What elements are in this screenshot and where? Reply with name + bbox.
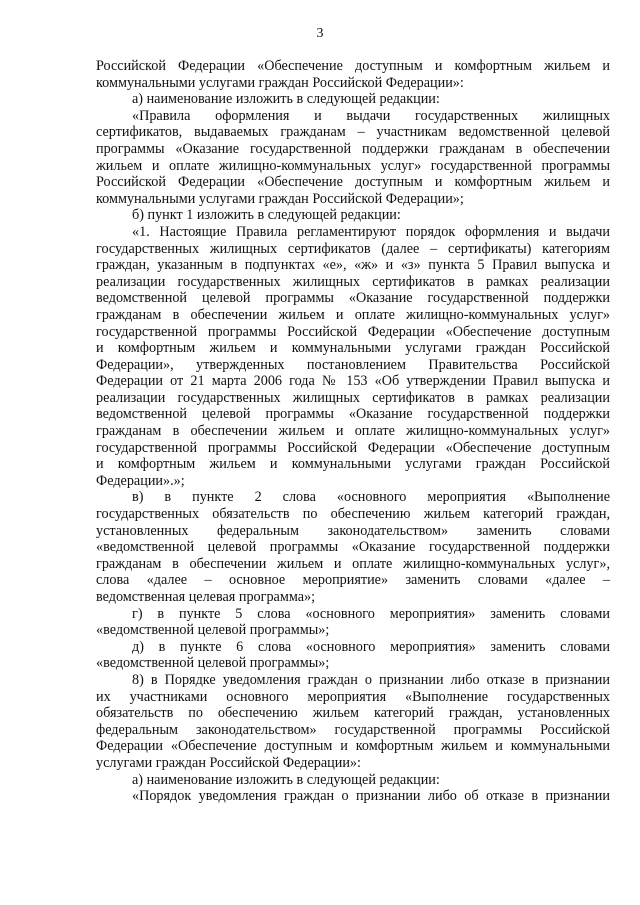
text-line: б) пункт 1 изложить в следующей редакции: [132,207,401,224]
text-line: сертификатов, выдаваемых гражданам – участникам ведомственной целевой [96,124,610,141]
text-line: услугами граждан Российской Федерации»: [96,754,361,771]
text-line: коммунальными услугами граждан Российской Федерации»: [96,74,464,91]
text-line: слова «далее – основное мероприятие» заменить словами «далее – [96,572,610,589]
text-line: их участниками основного мероприятия «Выполнение государственных [96,688,610,705]
text-line: д) в пункте 6 слова «основного мероприятия» заменить словами [132,638,610,655]
text-line: в) в пункте 2 слова «основного мероприятия «Выполнение [132,489,610,506]
page-number: 3 [316,26,324,41]
text-line: Федерации «Обеспечение доступным и комфортным жильем и коммунальными [96,738,610,755]
text-line: а) наименование изложить в следующей редакции: [132,771,440,788]
text-line: «ведомственной целевой программы «Оказание государственной поддержки [96,539,610,556]
text-line: Федерации», утвержденных постановлением Правительства Российской [96,356,610,373]
text-line: «1. Настоящие Правила регламентируют порядок оформления и выдачи [132,223,610,240]
text-line: ведомственной целевой программы «Оказание государственной поддержки [96,406,610,423]
text-line: ведомственной целевой программы «Оказание государственной поддержки [96,290,610,307]
text-line: гражданам в обеспечении жильем и оплате жилищно-коммунальных услуг» [96,306,610,323]
text-line: а) наименование изложить в следующей редакции: [132,91,440,108]
text-line: жильем и оплате жилищно-коммунальных услуг» государственной программы [96,157,610,174]
text-line: Российской Федерации «Обеспечение доступным и комфортным жильем и [96,58,610,74]
text-line: реализации государственных жилищных сертификатов в рамках реализации [96,389,610,406]
text-line: государственной программы Российской Федерации «Обеспечение доступным [96,323,610,340]
text-line: Федерации».»; [96,472,185,489]
text-line: 8) в Порядке уведомления граждан о признании либо отказе в признании [132,671,610,688]
text-line: установленных федеральным законодательством» заменить словами [96,522,610,539]
document-body [96,58,610,805]
text-line: г) в пункте 5 слова «основного мероприятия» заменить словами [132,605,610,622]
text-line: Федерации от 21 марта 2006 года № 153 «Об утверждении Правил выпуска и [96,373,610,390]
text-line: «ведомственной целевой программы»; [96,655,330,672]
text-line: гражданам в обеспечении жильем и оплате жилищно-коммунальных услуг», [96,555,610,572]
text-line: государственных жилищных сертификатов (далее – сертификаты) категориям [96,240,610,257]
text-line: коммунальными услугами граждан Российской Федерации»; [96,190,464,207]
text-line: программы «Оказание государственной поддержки гражданам в обеспечении [96,140,610,157]
text-line: и комфортным жильем и коммунальными услугами граждан Российской [96,456,610,473]
text-line: гражданам в обеспечении жильем и оплате жилищно-коммунальных услуг» [96,423,610,440]
text-line: «ведомственной целевой программы»; [96,622,330,639]
text-line: реализации государственных жилищных сертификатов в рамках реализации [96,273,610,290]
text-line: обязательств по обеспечению жильем категорий граждан, установленных [96,705,610,722]
text-line: «Правила оформления и выдачи государственных жилищных [132,107,610,124]
text-line: государственных обязательств по обеспечению жильем категорий граждан, [96,506,610,523]
text-line: и комфортным жильем и коммунальными услугами граждан Российской [96,340,610,357]
text-line: Российской Федерации «Обеспечение доступным и комфортным жильем и [96,174,610,191]
text-line: федеральным законодательством» государственной программы Российской [96,721,610,738]
text-line: «Порядок уведомления граждан о признании либо об отказе в признании [132,788,610,805]
text-line: государственной программы Российской Федерации «Обеспечение доступным [96,439,610,456]
text-line: ведомственная целевая программа»; [96,589,316,605]
text-line: граждан, указанным в подпунктах «е», «ж» и «з» пункта 5 Правил выпуска и [96,257,610,274]
